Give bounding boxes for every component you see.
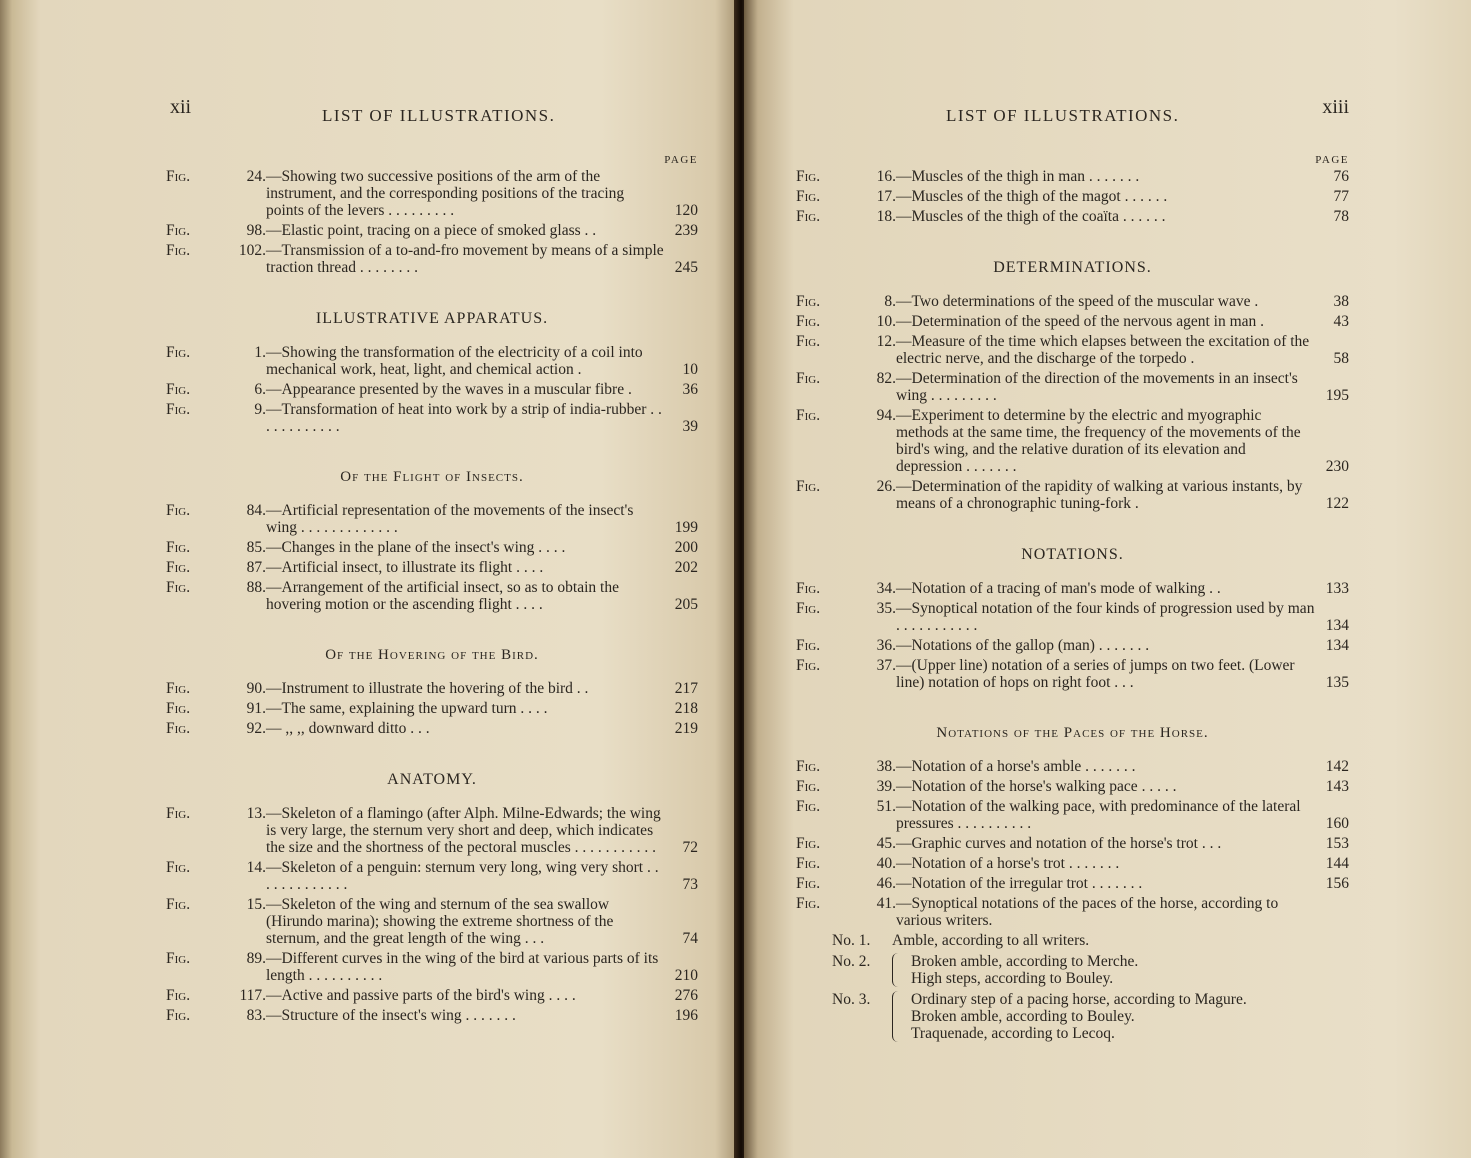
fig-label: Fig. [796, 895, 821, 912]
page-ref: 153 [1325, 835, 1349, 852]
fig-number: 18. [876, 208, 896, 225]
fig-label: Fig. [166, 700, 191, 717]
page-ref: 200 [674, 539, 698, 556]
fig-label: Fig. [796, 580, 821, 597]
fig-label: Fig. [796, 168, 821, 185]
page-ref: 77 [1333, 188, 1349, 205]
page-ref: 39 [682, 418, 698, 435]
page-ref: 156 [1325, 875, 1349, 892]
fig-description: —Determination of the direction of the movements in an insect's wing . . . . . . . . . [896, 370, 1298, 404]
page-ref: 196 [674, 1007, 698, 1024]
page-ref: 219 [674, 720, 698, 737]
fig-number: 82. [876, 370, 896, 387]
fig-label: Fig. [796, 208, 821, 225]
figure-entry [166, 720, 698, 737]
fig-number: 51. [876, 798, 896, 815]
figure-entry [166, 700, 698, 717]
fig-number: 89. [246, 950, 266, 967]
figure-entry [796, 407, 1349, 475]
fig-number: 38. [876, 758, 896, 775]
figure-entry [166, 805, 698, 856]
fig-label: Fig. [166, 680, 191, 697]
fig-label: Fig. [796, 835, 821, 852]
page-header [796, 96, 1349, 136]
figure-entry [796, 580, 1349, 597]
fig-number: 98. [246, 222, 266, 239]
fig-label: Fig. [166, 381, 191, 398]
fig-label: Fig. [796, 637, 821, 654]
figure-entry [166, 680, 698, 697]
figure-entry [166, 539, 698, 556]
figure-entry [796, 333, 1349, 367]
figure-entry [796, 875, 1349, 892]
figure-entry [796, 657, 1349, 691]
fig-label: Fig. [166, 805, 191, 822]
fig-number: 26. [876, 478, 896, 495]
fig-label: Fig. [796, 293, 821, 310]
running-title: LIST OF ILLUSTRATIONS. [946, 106, 1180, 125]
fig-label: Fig. [166, 1007, 191, 1024]
fig-label: Fig. [166, 502, 191, 519]
figure-entry [166, 242, 698, 276]
fig-number: 91. [246, 700, 266, 717]
fig-label: Fig. [796, 778, 821, 795]
fig-number: 102. [238, 242, 266, 259]
fig-label: Fig. [796, 313, 821, 330]
figure-entry [796, 478, 1349, 512]
page-ref: 210 [674, 967, 698, 984]
section-heading: NOTATIONS. [1021, 546, 1124, 563]
note-item: Amble, according to all writers. [892, 932, 1090, 949]
fig-description: —Determination of the speed of the nervous agent in man . [896, 313, 1265, 330]
fig-number: 94. [876, 407, 896, 424]
figure-entry [796, 835, 1349, 852]
note-items [911, 953, 1138, 987]
figure-entry [166, 381, 698, 398]
figure-entry [796, 758, 1349, 775]
fig-label: Fig. [166, 242, 191, 259]
page-number: xiii [1322, 96, 1349, 118]
page-ref: 58 [1333, 350, 1349, 367]
page-number: xii [170, 96, 192, 118]
fig-label: Fig. [166, 987, 191, 1004]
figure-entry [796, 637, 1349, 654]
figure-entry [166, 896, 698, 947]
page-ref: 144 [1325, 855, 1349, 872]
page-ref: 160 [1325, 815, 1349, 832]
figure-entry [796, 188, 1349, 205]
fig-label: Fig. [166, 344, 191, 361]
fig-label: Fig. [796, 478, 821, 495]
fig-description: —Transmission of a to-and-fro movement by means of a simple traction thread . . . . . . . . [266, 242, 664, 276]
fig-number: 46. [876, 875, 896, 892]
left-page-body [166, 168, 698, 1024]
fig-description: —Structure of the insect's wing . . . . . . . [266, 1007, 516, 1024]
page-column-label: PAGE [1315, 154, 1349, 166]
note-item: Broken amble, according to Bouley. [911, 1008, 1135, 1025]
fig-number: 92. [246, 720, 266, 737]
fig-number: 41. [876, 895, 896, 912]
page-ref: 38 [1333, 293, 1349, 310]
fig-label: Fig. [166, 222, 191, 239]
fig-number: 15. [246, 896, 266, 913]
page-ref: 120 [674, 202, 698, 219]
figure-entry [796, 600, 1349, 634]
page-header [166, 96, 698, 136]
fig-number: 88. [246, 579, 266, 596]
note-item: Broken amble, according to Merche. [911, 953, 1139, 970]
fig-description: —Skeleton of a penguin: sternum very long, wing very short . . . . . . . . . . . . . [266, 859, 659, 893]
right-page-body [796, 168, 1349, 1042]
fig-label: Fig. [796, 600, 821, 617]
fig-number: 35. [876, 600, 896, 617]
fig-description: —Skeleton of the wing and sternum of the sea swallow (Hirundo marina); showing the extreme shortness of the sternum, and the great length of the wing . . . [266, 896, 614, 947]
figure-entry [166, 987, 698, 1004]
brace-mark [892, 991, 907, 1042]
figure-entry [796, 208, 1349, 225]
figure-entry [166, 222, 698, 239]
fig-description: —The same, explaining the upward turn . . . . [266, 700, 548, 717]
figure-entry [796, 293, 1349, 310]
fig-description: —Muscles of the thigh of the magot . . . . . . [896, 188, 1168, 205]
fig-description: —Measure of the time which elapses between the excitation of the electric nerve, and the discharge of the torpedo . [896, 333, 1310, 367]
fig-label: Fig. [166, 720, 191, 737]
page-ref: 239 [674, 222, 698, 239]
note-items [911, 991, 1247, 1042]
fig-label: Fig. [166, 168, 191, 185]
fig-description: —Muscles of the thigh of the coaïta . . . . . . [896, 208, 1166, 225]
fig-label: Fig. [166, 950, 191, 967]
page-ref: 134 [1325, 617, 1349, 634]
fig-number: 37. [876, 657, 896, 674]
fig-description: —Notation of a horse's trot . . . . . . . [896, 855, 1120, 872]
figure-entry [796, 778, 1349, 795]
page-ref: 134 [1325, 637, 1349, 654]
note-items [892, 932, 1089, 949]
fig-number: 10. [876, 313, 896, 330]
figure-entry [796, 370, 1349, 404]
fig-description: —Determination of the rapidity of walking at various instants, by means of a chronographic tuning-fork . [896, 478, 1303, 512]
page-ref: 72 [682, 839, 698, 856]
page-ref: 217 [674, 680, 698, 697]
fig-label: Fig. [796, 407, 821, 424]
fig-label: Fig. [166, 401, 191, 418]
fig-number: 9. [254, 401, 266, 418]
fig-description: —Elastic point, tracing on a piece of smoked glass . . [266, 222, 597, 239]
figure-entry [166, 859, 698, 893]
fig-number: 13. [246, 805, 266, 822]
page-ref: 276 [674, 987, 698, 1004]
figure-entry [166, 401, 698, 435]
fig-label: Fig. [796, 333, 821, 350]
fig-number: 17. [876, 188, 896, 205]
fig-description: —Instrument to illustrate the hovering of the bird . . [266, 680, 589, 697]
fig-description: —Muscles of the thigh in man . . . . . . . [896, 168, 1140, 185]
fig-description: —Experiment to determine by the electric and myographic methods at the same time, the frequency of the movements of the bird's wing, and the relative duration of its elevation and depression . . . . . . . [896, 407, 1301, 475]
fig-number: 12. [876, 333, 896, 350]
fig-description: —Showing two successive positions of the arm of the instrument, and the corresponding positions of the tracing points of the levers . . . . . . . . . [266, 168, 625, 219]
fig-number: 45. [876, 835, 896, 852]
running-title: LIST OF ILLUSTRATIONS. [322, 106, 556, 125]
fig-number: 117. [239, 987, 266, 1004]
page-ref: 74 [682, 930, 698, 947]
fig-number: 8. [884, 293, 896, 310]
figure-entry [796, 168, 1349, 185]
section-heading: Notations of the Paces of the Horse. [936, 725, 1209, 741]
figure-entry [796, 313, 1349, 330]
figure-entry [796, 855, 1349, 872]
figure-entry [796, 895, 1349, 929]
fig-label: Fig. [166, 579, 191, 596]
right-page [744, 0, 1471, 1158]
page-ref: 76 [1333, 168, 1349, 185]
page-ref: 43 [1333, 313, 1349, 330]
fig-number: 90. [246, 680, 266, 697]
numbered-note [832, 953, 1349, 987]
page-ref: 73 [682, 876, 698, 893]
numbered-note [832, 932, 1349, 949]
fig-label: Fig. [166, 896, 191, 913]
page-ref: 230 [1325, 458, 1349, 475]
fig-description: —Notations of the gallop (man) . . . . . . . [896, 637, 1150, 654]
page-column-label: PAGE [664, 154, 698, 166]
brace-mark [892, 953, 907, 987]
fig-description: —Artificial representation of the movements of the insect's wing . . . . . . . . . . . . . [266, 502, 634, 536]
fig-description: —Showing the transformation of the electricity of a coil into mechanical work, heat, light, and chemical action . [266, 344, 643, 378]
page-ref: 133 [1325, 580, 1349, 597]
note-label: No. 3. [832, 991, 871, 1008]
fig-description: —Appearance presented by the waves in a muscular fibre . [266, 381, 632, 398]
page-ref: 10 [682, 361, 698, 378]
section-heading: ILLUSTRATIVE APPARATUS. [315, 310, 549, 327]
page-ref: 143 [1325, 778, 1349, 795]
page-ref: 36 [682, 381, 698, 398]
page-ref: 195 [1325, 387, 1349, 404]
note-label: No. 2. [832, 953, 871, 970]
fig-number: 34. [876, 580, 896, 597]
numbered-note [832, 991, 1349, 1042]
figure-entry [166, 579, 698, 613]
figure-entry [166, 168, 698, 219]
figure-entry [166, 502, 698, 536]
figure-entry [796, 798, 1349, 832]
note-item: High steps, according to Bouley. [911, 970, 1114, 987]
fig-label: Fig. [796, 875, 821, 892]
page-ref: 135 [1325, 674, 1349, 691]
figure-entry [166, 950, 698, 984]
fig-description: —Synoptical notation of the four kinds of progression used by man . . . . . . . . . . . [896, 600, 1315, 634]
fig-description: —Two determinations of the speed of the muscular wave . [896, 293, 1259, 310]
page-ref: 199 [674, 519, 698, 536]
fig-description: — ,, ,, downward ditto . . . [266, 720, 430, 737]
fig-description: —(Upper line) notation of a series of jumps on two feet. (Lower line) notation of hops on right foot . . . [896, 657, 1295, 691]
fig-label: Fig. [166, 539, 191, 556]
fig-number: 40. [876, 855, 896, 872]
fig-label: Fig. [796, 798, 821, 815]
fig-description: —Notation of the irregular trot . . . . . . . [896, 875, 1143, 892]
fig-description: —Skeleton of a flamingo (after Alph. Milne-Edwards; the wing is very large, the sternum very short and deep, which indicates the size and the shortness of the pectoral muscles . . . . . . . . . . . [266, 805, 661, 856]
fig-number: 16. [876, 168, 896, 185]
fig-label: Fig. [166, 559, 191, 576]
fig-description: —Active and passive parts of the bird's wing . . . . [266, 987, 576, 1004]
page-ref: 245 [674, 259, 698, 276]
fig-number: 85. [246, 539, 266, 556]
fig-number: 39. [876, 778, 896, 795]
fig-description: —Synoptical notations of the paces of the horse, according to various writers. [896, 895, 1279, 929]
fig-description: —Changes in the plane of the insect's wing . . . . [266, 539, 566, 556]
fig-number: 1. [254, 344, 266, 361]
section-heading: Of the Hovering of the Bird. [325, 647, 539, 663]
page-ref: 205 [674, 596, 698, 613]
fig-label: Fig. [796, 657, 821, 674]
fig-label: Fig. [796, 370, 821, 387]
fig-description: —Transformation of heat into work by a strip of india-rubber . . . . . . . . . . . . [266, 401, 662, 435]
section-heading: ANATOMY. [387, 771, 477, 788]
page-ref: 142 [1325, 758, 1349, 775]
note-label: No. 1. [832, 932, 871, 949]
page-ref: 78 [1333, 208, 1349, 225]
figure-entry [166, 559, 698, 576]
figure-entry [166, 1007, 698, 1024]
fig-number: 83. [246, 1007, 266, 1024]
fig-label: Fig. [796, 758, 821, 775]
note-item: Ordinary step of a pacing horse, according to Magure. [911, 991, 1247, 1008]
fig-number: 36. [876, 637, 896, 654]
fig-label: Fig. [796, 188, 821, 205]
fig-label: Fig. [796, 855, 821, 872]
fig-description: —Notation of a horse's amble . . . . . . . [896, 758, 1136, 775]
section-heading: Of the Flight of Insects. [340, 469, 524, 485]
fig-number: 84. [246, 502, 266, 519]
fig-description: —Arrangement of the artificial insect, so as to obtain the hovering motion or the ascending flight . . . . [266, 579, 619, 613]
fig-number: 24. [246, 168, 266, 185]
page-ref: 202 [674, 559, 698, 576]
page-ref: 122 [1325, 495, 1349, 512]
page-ref: 218 [674, 700, 698, 717]
fig-number: 6. [254, 381, 266, 398]
section-heading: DETERMINATIONS. [993, 259, 1152, 276]
fig-description: —Notation of a tracing of man's mode of walking . . [896, 580, 1221, 597]
fig-description: —Notation of the walking pace, with predominance of the lateral pressures . . . . . . . . . . [896, 798, 1301, 832]
fig-description: —Different curves in the wing of the bird at various parts of its length . . . . . . . . . . [266, 950, 659, 984]
fig-description: —Graphic curves and notation of the horse's trot . . . [896, 835, 1222, 852]
fig-description: —Artificial insect, to illustrate its flight . . . . [266, 559, 544, 576]
fig-label: Fig. [166, 859, 191, 876]
fig-number: 87. [246, 559, 266, 576]
figure-entry [166, 344, 698, 378]
note-item: Traquenade, according to Lecoq. [911, 1025, 1115, 1042]
fig-description: —Notation of the horse's walking pace . . . . . [896, 778, 1177, 795]
fig-number: 14. [246, 859, 266, 876]
